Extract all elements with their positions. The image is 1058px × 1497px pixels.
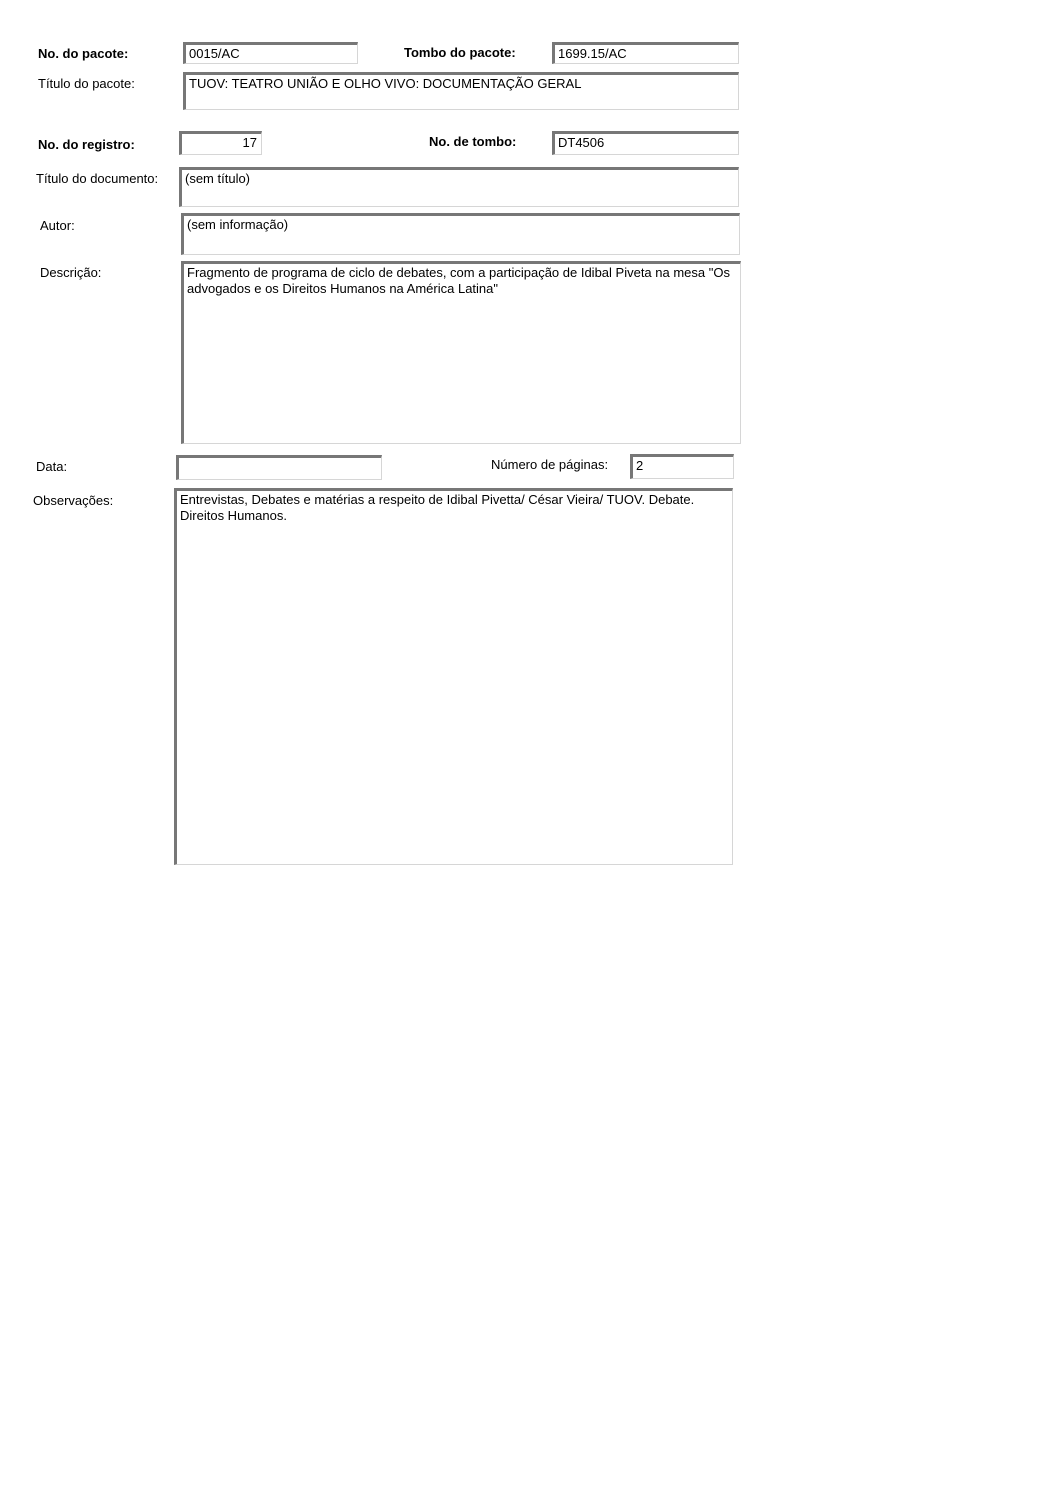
observacoes-label: Observações: bbox=[33, 493, 114, 508]
no-registro-label: No. do registro: bbox=[38, 137, 135, 152]
descricao-label: Descrição: bbox=[40, 265, 102, 280]
titulo-pacote-field[interactable]: TUOV: TEATRO UNIÃO E OLHO VIVO: DOCUMENTAÇÃO GERAL bbox=[183, 72, 739, 110]
tombo-pacote-label: Tombo do pacote: bbox=[404, 45, 516, 60]
observacoes-field[interactable]: Entrevistas, Debates e matérias a respeito de Idibal Pivetta/ César Vieira/ TUOV. Debate. Direitos Humanos. bbox=[174, 488, 733, 865]
autor-label: Autor: bbox=[40, 218, 75, 233]
no-registro-field[interactable]: 17 bbox=[179, 131, 262, 155]
data-label: Data: bbox=[36, 459, 68, 474]
titulo-pacote-label: Título do pacote: bbox=[38, 76, 135, 91]
numero-paginas-field[interactable]: 2 bbox=[630, 454, 734, 479]
numero-paginas-label: Número de páginas: bbox=[491, 457, 609, 472]
no-pacote-label: No. do pacote: bbox=[38, 46, 129, 61]
autor-field[interactable]: (sem informação) bbox=[181, 213, 740, 255]
no-tombo-label: No. de tombo: bbox=[429, 134, 517, 149]
tombo-pacote-field[interactable]: 1699.15/AC bbox=[552, 42, 739, 64]
data-field[interactable] bbox=[176, 455, 382, 480]
titulo-documento-label: Título do documento: bbox=[36, 171, 159, 186]
descricao-field[interactable]: Fragmento de programa de ciclo de debates, com a participação de Idibal Piveta na mesa "Os advogados e os Direitos Humanos na América Latina" bbox=[181, 261, 741, 444]
no-tombo-field[interactable]: DT4506 bbox=[552, 131, 739, 155]
no-pacote-field[interactable]: 0015/AC bbox=[183, 42, 358, 64]
titulo-documento-field[interactable]: (sem título) bbox=[179, 167, 739, 207]
